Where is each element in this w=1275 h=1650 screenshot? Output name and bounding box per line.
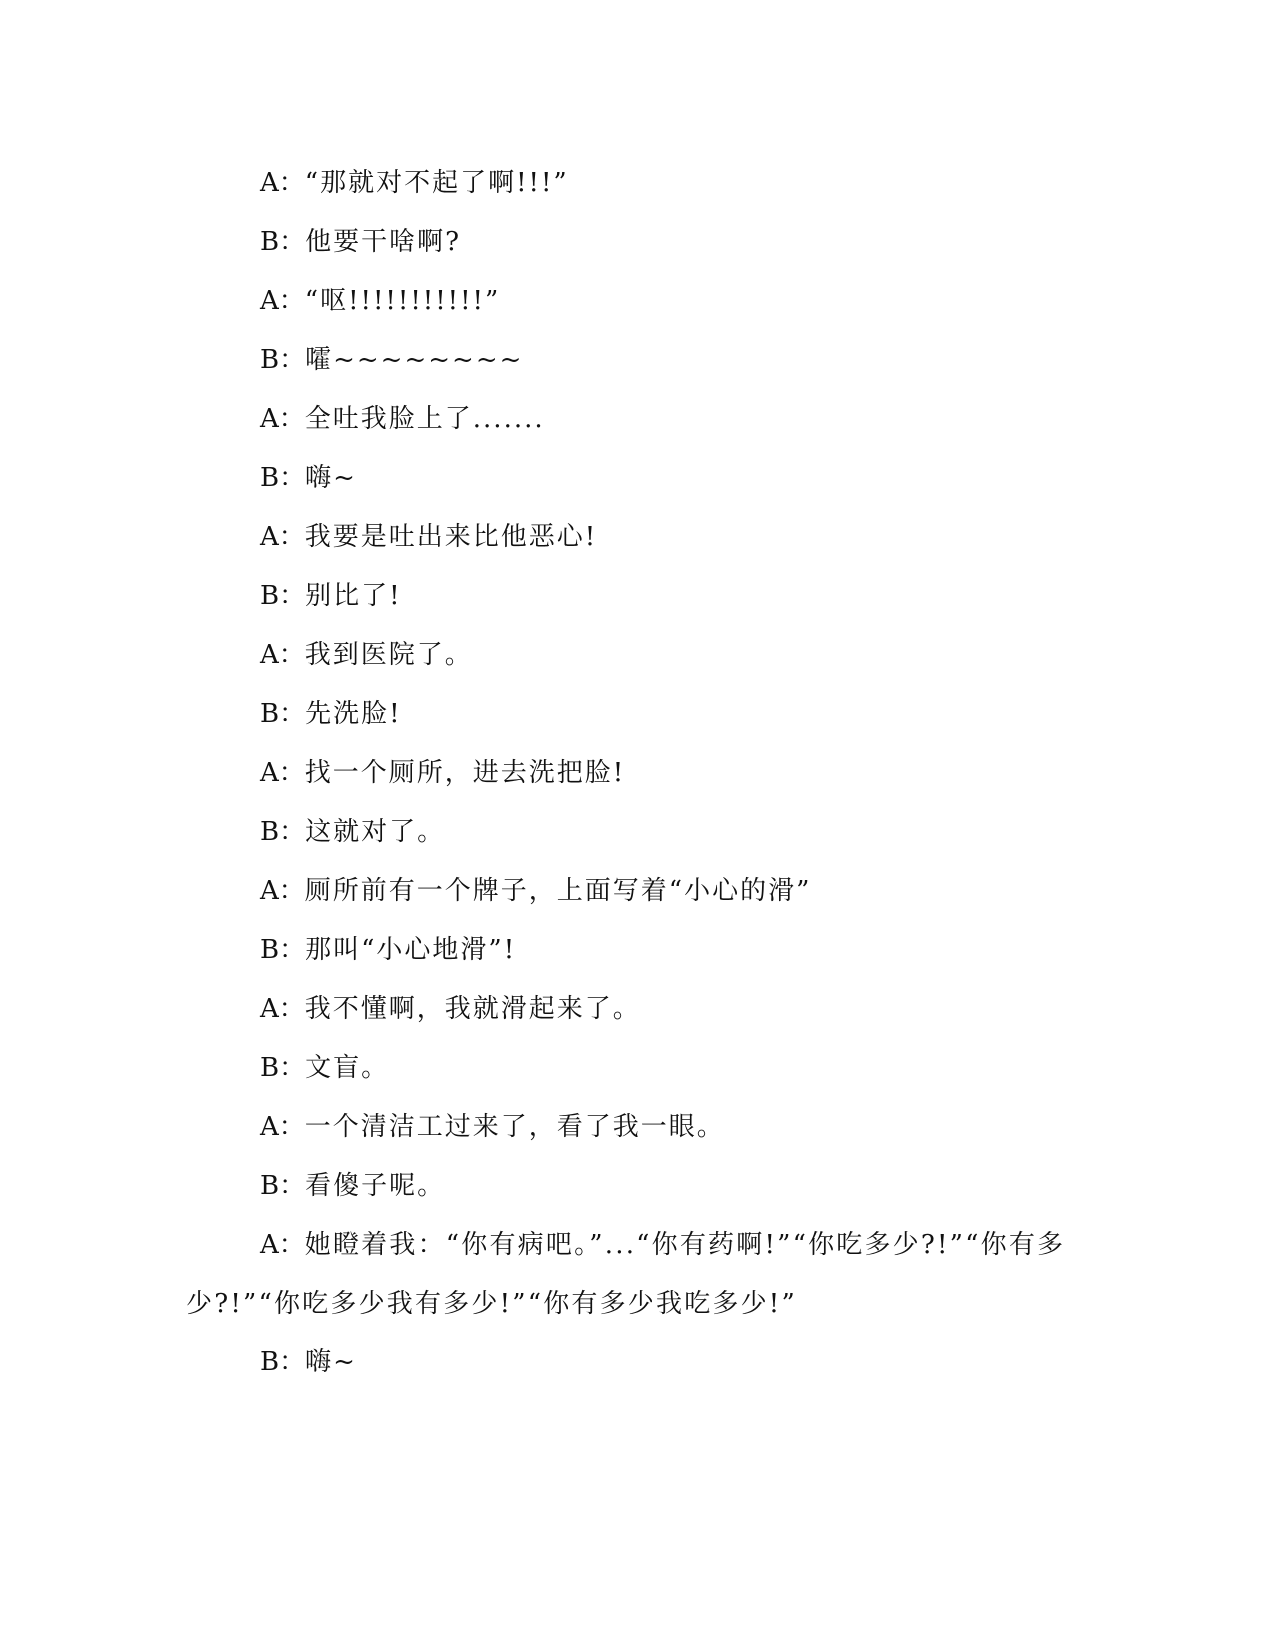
dialogue-line (186, 455, 1066, 514)
speaker-label: B： (260, 1053, 306, 1083)
dialogue-line (186, 1339, 1066, 1398)
dialogue-line (186, 219, 1066, 278)
speaker-label: B： (260, 935, 306, 965)
dialogue-text: “呕!!!!!!!!!!!” (304, 286, 501, 316)
speaker-label: A： (260, 168, 305, 198)
dialogue-text: 别比了! (305, 581, 402, 611)
dialogue-line (186, 809, 1066, 868)
dialogue-text: 嗨~ (305, 1347, 357, 1377)
dialogue-text: 那叫“小心地滑”! (305, 935, 517, 965)
speaker-label: A： (260, 286, 305, 316)
dialogue-line (186, 337, 1066, 396)
dialogue-body (186, 160, 1066, 1398)
dialogue-text: 一个清洁工过来了，看了我一眼。 (304, 1112, 725, 1142)
dialogue-text: 看傻子呢。 (305, 1171, 446, 1201)
dialogue-text: 全吐我脸上了....... (304, 404, 545, 434)
speaker-label: B： (260, 1347, 306, 1377)
dialogue-text: 他要干啥啊? (305, 227, 462, 257)
speaker-label: B： (260, 463, 306, 493)
dialogue-text: 文盲。 (305, 1053, 390, 1083)
dialogue-line (186, 632, 1066, 691)
dialogue-text: “那就对不起了啊!!!” (304, 168, 569, 198)
dialogue-line (186, 1045, 1066, 1104)
speaker-label: A： (260, 1230, 305, 1260)
speaker-label: A： (260, 1112, 305, 1142)
dialogue-line (186, 750, 1066, 809)
dialogue-line (186, 986, 1066, 1045)
dialogue-text: 我要是吐出来比他恶心! (304, 522, 598, 552)
speaker-label: B： (260, 345, 306, 375)
speaker-label: A： (260, 404, 305, 434)
dialogue-line (186, 927, 1066, 986)
dialogue-text: 这就对了。 (305, 817, 446, 847)
speaker-label: B： (260, 699, 306, 729)
dialogue-text: 我到医院了。 (304, 640, 473, 670)
speaker-label: A： (260, 994, 305, 1024)
dialogue-line (186, 278, 1066, 337)
dialogue-text: 找一个厕所，进去洗把脸! (304, 758, 626, 788)
dialogue-line (186, 160, 1066, 219)
speaker-label: A： (260, 522, 305, 552)
dialogue-text: 我不懂啊，我就滑起来了。 (304, 994, 641, 1024)
dialogue-text: 先洗脸! (305, 699, 402, 729)
dialogue-line (186, 514, 1066, 573)
speaker-label: A： (260, 876, 305, 906)
dialogue-line (186, 396, 1066, 455)
speaker-label: B： (260, 581, 306, 611)
dialogue-line (186, 1104, 1066, 1163)
dialogue-text: 嗨~ (305, 463, 357, 493)
dialogue-text: 嚯~~~~~~~~ (305, 345, 524, 375)
dialogue-line (186, 1163, 1066, 1222)
speaker-label: B： (260, 1171, 306, 1201)
dialogue-text: 她瞪着我：“你有病吧。”...“你有药啊!”“你吃多少?!”“你有多少?!”“你吃多少我有多少!”“你有多少我吃多少!” (186, 1230, 1066, 1319)
speaker-label: A： (260, 758, 305, 788)
speaker-label: A： (260, 640, 305, 670)
dialogue-line (186, 573, 1066, 632)
speaker-label: B： (260, 227, 306, 257)
dialogue-text: 厕所前有一个牌子，上面写着“小心的滑” (304, 876, 812, 906)
dialogue-line (186, 868, 1066, 927)
dialogue-line (186, 691, 1066, 750)
dialogue-line-wrapped (186, 1216, 1066, 1334)
speaker-label: B： (260, 817, 306, 847)
